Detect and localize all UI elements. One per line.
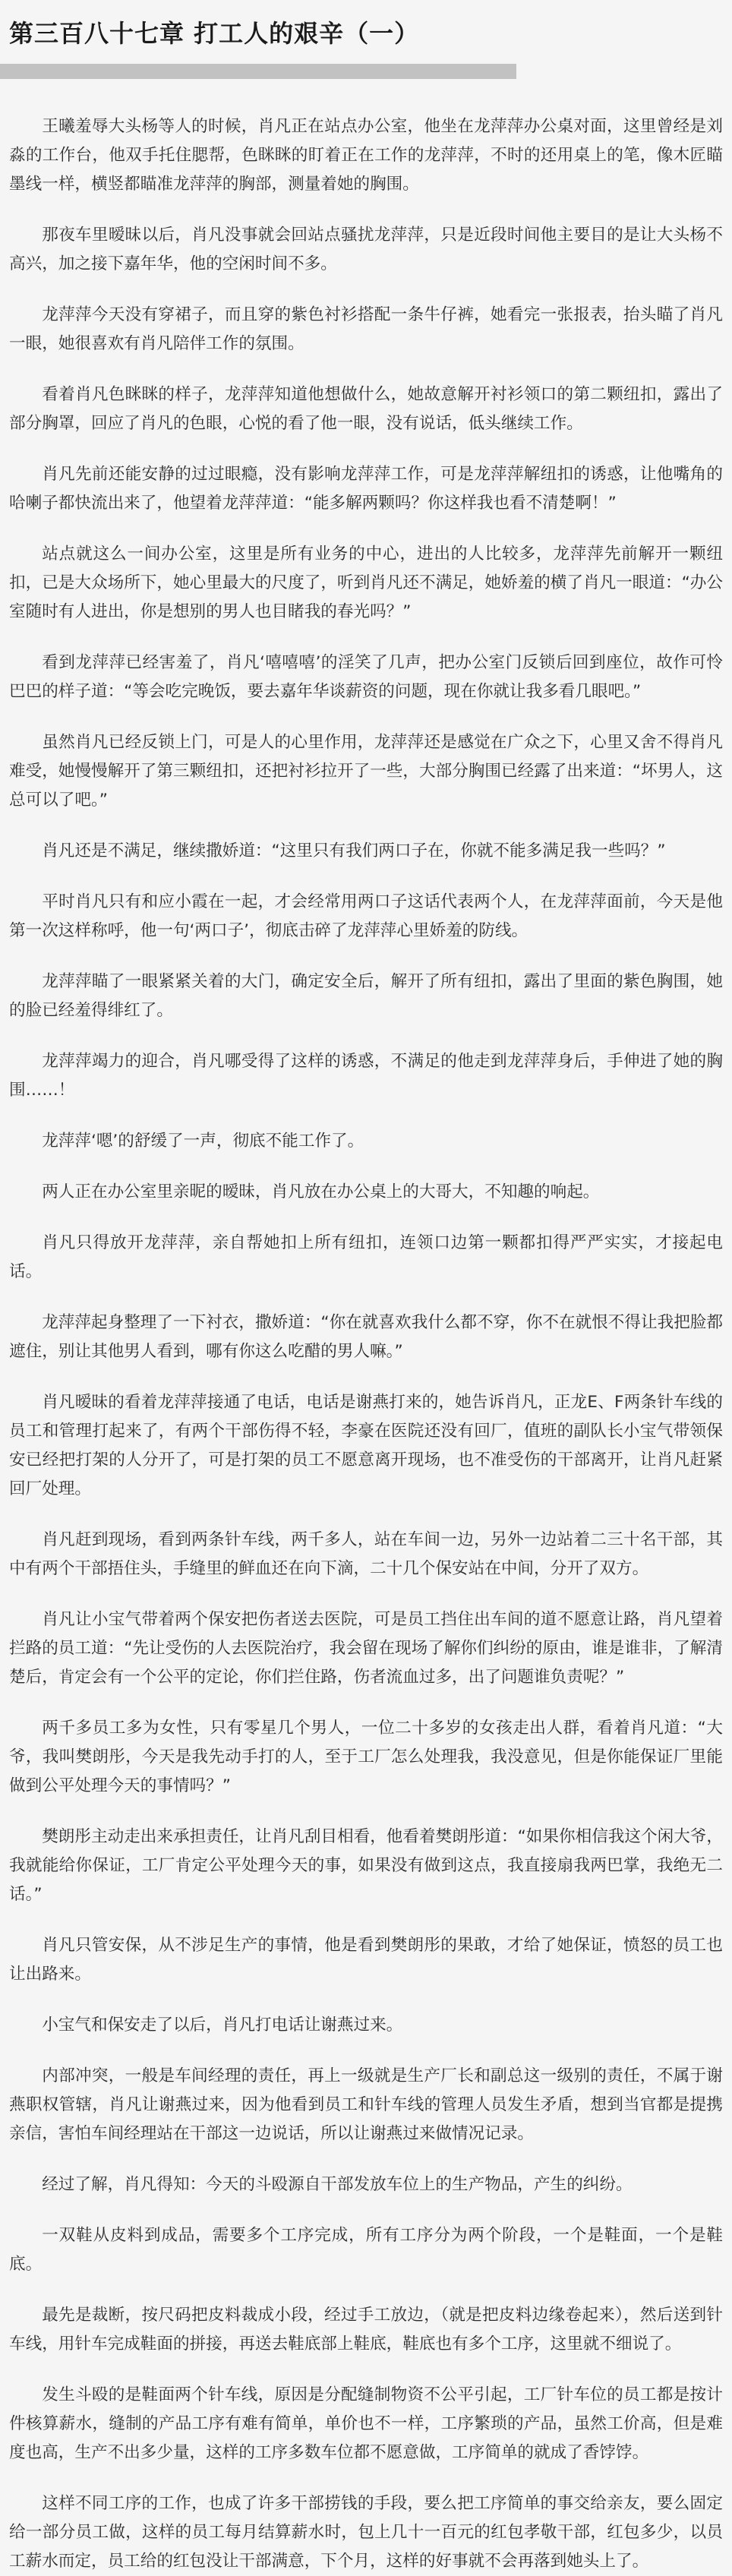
paragraph: 看着肖凡色眯眯的样子，龙萍萍知道他想做什么，她故意解开衬衫领口的第二颗纽扣，露出了部分胸罩，回应了肖凡的色眼，心悦的看了他一眼，没有说话，低头继续工作。 — [9, 385, 723, 433]
paragraph: 龙萍萍竭力的迎合，肖凡哪受得了这样的诱惑，不满足的他走到龙萍萍身后，手伸进了她的胸围……！ — [9, 1052, 723, 1100]
paragraph: 龙萍萍‘嗯’的舒缓了一声，彻底不能工作了。 — [42, 1132, 364, 1151]
paragraph: 肖凡只得放开龙萍萍，亲自帮她扣上所有纽扣，连领口边第一颗都扣得严严实实，才接起电话。 — [9, 1233, 723, 1281]
title-divider — [0, 64, 516, 79]
paragraph: 肖凡赶到现场，看到两条针车线，两千多人，站在车间一边，另外一边站着二三十名干部，其中有两个干部捂住头，手缝里的鲜血还在向下滴，二十几个保安站在中间，分开了双方。 — [9, 1530, 723, 1578]
paragraph: 内部冲突，一般是车间经理的责任，再上一级就是生产厂长和副总这一级别的责任，不属于谢燕职权管辖，肖凡让谢燕过来，因为他看到员工和针车线的管理人员发生矛盾，想到当官都是提携亲信，害怕车间经理站在干部这一边说话，所以让谢燕过来做情况记录。 — [9, 2066, 723, 2143]
paragraph: 平时肖凡只有和应小霞在一起，才会经常用两口子这话代表两个人，在龙萍萍面前，今天是他第一次这样称呼，他一句‘两口子’，彻底击碎了龙萍萍心里娇羞的防线。 — [9, 892, 723, 940]
paragraph: 肖凡还是不满足，继续撒娇道：“这里只有我们两口子在，你就不能多满足我一些吗？” — [42, 841, 666, 860]
paragraph: 看到龙萍萍已经害羞了，肖凡‘嘻嘻嘻’的淫笑了几声，把办公室门反锁后回到座位，故作可怜巴巴的样子道：“等会吃完晚饭，要去嘉年华谈薪资的问题，现在你就让我多看几眼吧。” — [9, 653, 723, 701]
paragraph: 肖凡暧昧的看着龙萍萍接通了电话，电话是谢燕打来的，她告诉肖凡，正龙E、F两条针车线的员工和管理打起来了，有两个干部伤得不轻，李豪在医院还没有回厂，值班的副队长小宝气带领保安已经把打架的人分开了，可是打架的员工不愿意离开现场，也不准受伤的干部离开，让肖凡赶紧回厂处理。 — [9, 1393, 723, 1498]
paragraph: 王曦羞辱大头杨等人的时候，肖凡正在站点办公室，他坐在龙萍萍办公桌对面，这里曾经是刘淼的工作台，他双手托住腮帮，色眯眯的盯着正在工作的龙萍萍，不时的还用桌上的笔，像木匠瞄墨线一样，横竖都瞄准龙萍萍的胸部，测量着她的胸围。 — [9, 117, 723, 194]
paragraph: 两人正在办公室里亲昵的暧昧，肖凡放在办公桌上的大哥大，不知趣的响起。 — [42, 1182, 600, 1201]
paragraph: 肖凡先前还能安静的过过眼瘾，没有影响龙萍萍工作，可是龙萍萍解纽扣的诱惑，让他嘴角的哈喇子都快流出来了，他望着龙萍萍道：“能多解两颗吗？你这样我也看不清楚啊！” — [9, 465, 723, 513]
paragraph: 肖凡只管安保，从不涉足生产的事情，他是看到樊朗彤的果敢，才给了她保证，愤怒的员工也让出路来。 — [9, 1936, 723, 1984]
chapter-body — [0, 79, 732, 2576]
paragraph: 小宝气和保安走了以后，肖凡打电话让谢燕过来。 — [42, 2016, 403, 2035]
paragraph: 那夜车里暧昧以后，肖凡没事就会回站点骚扰龙萍萍，只是近段时间他主要目的是让大头杨不高兴，加之接下嘉年华，他的空闲时间不多。 — [9, 226, 723, 273]
paragraph: 龙萍萍起身整理了一下衬衣，撒娇道：“你在就喜欢我什么都不穿，你不在就恨不得让我把脸都遮住，别让其他男人看到，哪有你这么吃醋的男人嘛。” — [9, 1313, 723, 1361]
paragraph: 肖凡让小宝气带着两个保安把伤者送去医院，可是员工挡住出车间的道不愿意让路，肖凡望着拦路的员工道：“先让受伤的人去医院治疗，我会留在现场了解你们纠纷的原由，谁是谁非，了解清楚后，肯定会有一个公平的定论，你们拦住路，伤者流血过多，出了问题谁负责呢？” — [9, 1610, 723, 1687]
paragraph: 发生斗殴的是鞋面两个针车线，原因是分配缝制物资不公平引起，工厂针车位的员工都是按计件核算薪水，缝制的产品工序有难有简单，单价也不一样，工序繁琐的产品，虽然工价高，但是难度也高，生产不出多少量，这样的工序多数车位都不愿意做，工序简单的就成了香饽饽。 — [9, 2385, 723, 2462]
paragraph: 龙萍萍瞄了一眼紧紧关着的大门，确定安全后，解开了所有纽扣，露出了里面的紫色胸围，她的脸已经羞得绯红了。 — [9, 972, 723, 1020]
paragraph: 经过了解，肖凡得知：今天的斗殴源自干部发放车位上的生产物品，产生的纠纷。 — [42, 2175, 633, 2194]
paragraph: 最先是裁断，按尺码把皮料裁成小段，经过手工放边，（就是把皮料边缘卷起来），然后送到针车线，用针车完成鞋面的拼接，再送去鞋底部上鞋底，鞋底也有多个工序，这里就不细说了。 — [9, 2306, 723, 2353]
paragraph: 站点就这么一间办公室，这里是所有业务的中心，进出的人比较多，龙萍萍先前解开一颗纽扣，已是大众场所下，她心里最大的尺度了，听到肖凡还不满足，她娇羞的横了肖凡一眼道：“办公室随时有人进出，你是想别的男人也目睹我的春光吗？” — [9, 545, 723, 621]
paragraph: 一双鞋从皮料到成品，需要多个工序完成，所有工序分为两个阶段，一个是鞋面，一个是鞋底。 — [9, 2226, 723, 2274]
paragraph: 樊朗彤主动走出来承担责任，让肖凡刮目相看，他看着樊朗彤道：“如果你相信我这个闲大爷，我就能给你保证，工厂肯定公平处理今天的事，如果没有做到这点，我直接扇我两巴掌，我绝无二话。” — [9, 1827, 723, 1904]
paragraph: 这样不同工序的工作，也成了许多干部捞钱的手段，要么把工序简单的事交给亲友，要么固定给一部分员工做，这样的员工每月结算薪水时，包上几十一百元的红包孝敬干部，红包多少，以员工薪水而定，员工给的红包没让干部满意，下个月，这样的好事就不会再落到她头上了。 — [9, 2494, 723, 2571]
paragraph: 两千多员工多为女性，只有零星几个男人，一位二十多岁的女孩走出人群，看着肖凡道：“大爷，我叫樊朗彤，今天是我先动手打的人，至于工厂怎么处理我，我没意见，但是你能保证厂里能做到公平处理今天的事情吗？” — [9, 1719, 723, 1795]
paragraph: 虽然肖凡已经反锁上门，可是人的心里作用，龙萍萍还是感觉在广众之下，心里又舍不得肖凡难受，她慢慢解开了第三颗纽扣，还把衬衫拉开了一些，大部分胸围已经露了出来道：“坏男人，这总可以了吧。” — [9, 733, 723, 810]
paragraph: 龙萍萍今天没有穿裙子，而且穿的紫色衬衫搭配一条牛仔裤，她看完一张报表，抬头瞄了肖凡一眼，她很喜欢有肖凡陪伴工作的氛围。 — [9, 305, 723, 353]
chapter-title: 第三百八十七章 打工人的艰辛（一） — [9, 19, 420, 48]
